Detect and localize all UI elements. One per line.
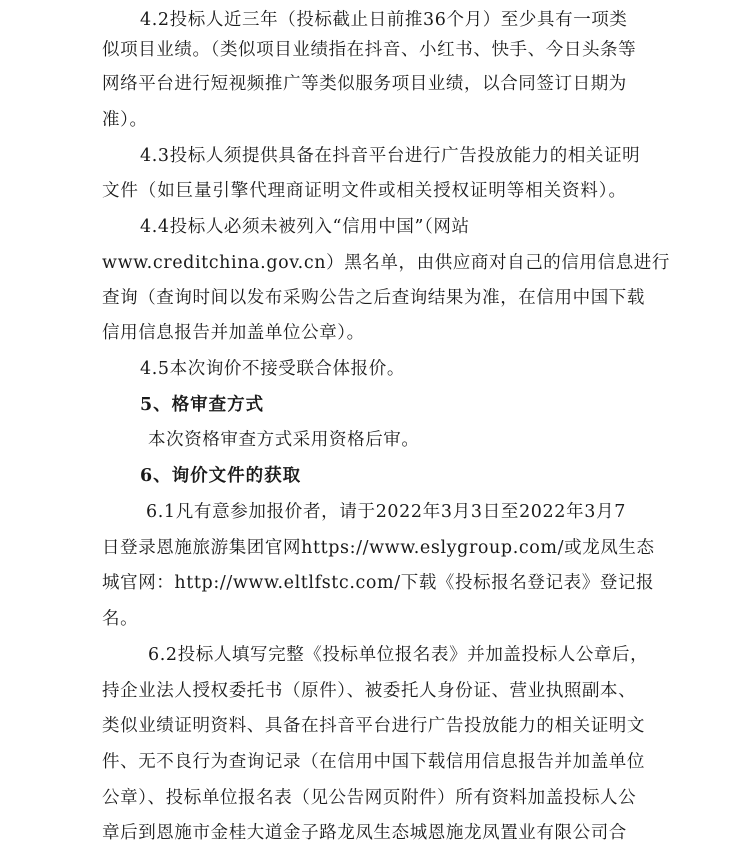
section-5-text: 本次资格审查方式采用资格后审。 [148, 430, 420, 450]
paragraph-6-2-line-5: 公章）、投标单位报名表（见公告网页附件）所有资料加盖投标人公 [102, 788, 637, 808]
paragraph-6-2-line-4: 件、无不良行为查询记录（在信用中国下载信用信息报告并加盖单位 [102, 752, 645, 772]
paragraph-6-2-line-1: 6.2投标人填写完整《投标单位报名表》并加盖投标人公章后， [148, 645, 649, 665]
paragraph-4-4-line-3: 查询（查询时间以发布采购公告之后查询结果为准，在信用中国下载 [102, 288, 645, 308]
paragraph-4-2-line-1: 4.2投标人近三年（投标截止日前推36个月）至少具有一项类 [140, 10, 628, 30]
paragraph-6-1-line-2: 日登录恩施旅游集团官网https://www.eslygroup.com/或龙凤生态 [102, 538, 655, 558]
paragraph-4-4-line-4: 信用信息报告并加盖单位公章）。 [102, 323, 365, 343]
paragraph-6-2-line-6: 章后到恩施市金桂大道金子路龙凤生态城恩施龙凤置业有限公司合 [102, 823, 627, 843]
paragraph-4-2-line-4: 准）。 [102, 110, 148, 130]
paragraph-6-1-line-3: 城官网：http://www.eltlfstc.com/下载《投标报名登记表》登记报 [102, 573, 655, 593]
paragraph-4-2-line-3: 网络平台进行短视频推广等类似服务项目业绩，以合同签订日期为 [102, 74, 627, 94]
paragraph-4-4-line-1: 4.4投标人必须未被列入“信用中国”（网站 [140, 217, 470, 237]
section-5-heading: 5、格审查方式 [140, 395, 265, 415]
paragraph-4-2-line-2: 似项目业绩。（类似项目业绩指在抖音、小红书、快手、今日头条等 [102, 40, 637, 60]
paragraph-4-4-line-2: www.creditchina.gov.cn）黑名单，由供应商对自己的信用信息进行 [102, 253, 670, 273]
paragraph-4-3-line-2: 文件（如巨量引擎代理商证明文件或相关授权证明等相关资料）。 [102, 181, 627, 201]
paragraph-6-2-line-2: 持企业法人授权委托书（原件）、被委托人身份证、营业执照副本、 [102, 681, 637, 701]
paragraph-4-5: 4.5本次询价不接受联合体报价。 [140, 359, 405, 379]
paragraph-6-2-line-3: 类似业绩证明资料、具备在抖音平台进行广告投放能力的相关证明文 [102, 716, 645, 736]
paragraph-6-1-line-1: 6.1凡有意参加报价者，请于2022年3月3日至2022年3月7 [146, 502, 626, 522]
paragraph-4-3-line-1: 4.3投标人须提供具备在抖音平台进行广告投放能力的相关证明 [140, 146, 641, 166]
paragraph-6-1-line-4: 名。 [102, 609, 139, 629]
section-6-heading: 6、询价文件的获取 [140, 466, 302, 486]
